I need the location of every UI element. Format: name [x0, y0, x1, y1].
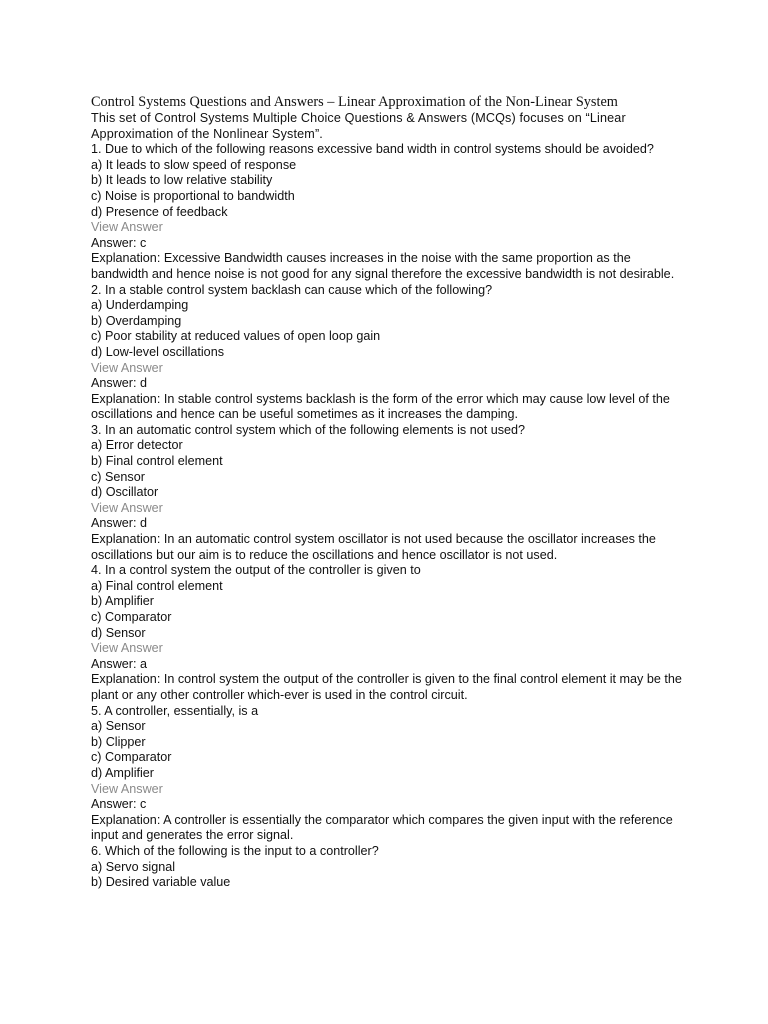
answer-option: a) It leads to slow speed of response — [91, 157, 297, 172]
answer-option: d) Amplifier — [91, 765, 154, 780]
answer-option: a) Error detector — [91, 438, 183, 453]
answer-option: a) Servo signal — [91, 859, 175, 874]
explanation-text: Explanation: In an automatic control system oscillator is not used because the oscillator increases the oscillations but our aim is to reduce the oscillations and hence oscillator is not used. — [91, 532, 656, 562]
document-page — [91, 93, 691, 891]
view-answer-link[interactable]: View Answer — [91, 360, 163, 375]
question-block — [91, 423, 691, 563]
answer-text: Answer: c — [91, 797, 147, 812]
answer-text: Answer: d — [91, 516, 147, 531]
answer-option: a) Sensor — [91, 719, 146, 734]
explanation-text: Explanation: Excessive Bandwidth causes increases in the noise with the same proportion as the bandwidth and hence noise is not good for any signal therefore the excessive bandwidth is not desirable. — [91, 251, 675, 281]
questions-list — [91, 142, 691, 891]
answer-option: b) Desired variable value — [91, 875, 231, 890]
answer-option: b) Final control element — [91, 454, 223, 469]
question-text: 3. In an automatic control system which of the following elements is not used? — [91, 422, 526, 437]
answer-option: b) Clipper — [91, 734, 146, 749]
answer-option: c) Sensor — [91, 469, 145, 484]
intro-paragraph: This set of Control Systems Multiple Choice Questions & Answers (MCQs) focuses on “Linear Approximation of the Nonlinear System”. — [91, 111, 626, 141]
answer-option: d) Low-level oscillations — [91, 344, 224, 359]
question-text: 4. In a control system the output of the controller is given to — [91, 563, 421, 578]
answer-text: Answer: a — [91, 656, 147, 671]
view-answer-link[interactable]: View Answer — [91, 641, 163, 656]
explanation-text: Explanation: In stable control systems backlash is the form of the error which may cause low level of the oscillations and hence can be useful sometimes as it increases the damping. — [91, 391, 670, 422]
question-block — [91, 563, 691, 703]
question-block — [91, 704, 691, 844]
view-answer-link[interactable]: View Answer — [91, 220, 163, 235]
answer-option: b) Amplifier — [91, 594, 154, 609]
answer-text: Answer: c — [91, 235, 147, 250]
answer-option: b) It leads to low relative stability — [91, 173, 273, 188]
view-answer-link[interactable]: View Answer — [91, 781, 163, 796]
answer-option: c) Noise is proportional to bandwidth — [91, 188, 295, 203]
answer-option: b) Overdamping — [91, 313, 182, 328]
question-block — [91, 283, 691, 423]
answer-option: c) Comparator — [91, 610, 172, 624]
answer-text: Answer: d — [91, 376, 147, 391]
answer-option: d) Sensor — [91, 625, 146, 640]
question-block — [91, 142, 691, 282]
page-title: Control Systems Questions and Answers – Linear Approximation of the Non-Linear System — [91, 94, 618, 110]
question-text: 2. In a stable control system backlash can cause which of the following? — [91, 282, 493, 297]
answer-option: d) Presence of feedback — [91, 204, 228, 219]
view-answer-link[interactable]: View Answer — [91, 500, 163, 515]
answer-option: a) Underdamping — [91, 298, 189, 313]
answer-option: c) Comparator — [91, 750, 172, 765]
answer-option: d) Oscillator — [91, 485, 159, 500]
question-text: 6. Which of the following is the input to a controller? — [91, 843, 379, 858]
question-block — [91, 844, 691, 891]
question-text: 1. Due to which of the following reasons excessive band width in control systems should be avoided? — [91, 142, 654, 157]
answer-option: c) Poor stability at reduced values of open loop gain — [91, 329, 381, 344]
question-text: 5. A controller, essentially, is a — [91, 703, 259, 718]
answer-option: a) Final control element — [91, 578, 223, 593]
explanation-text: Explanation: A controller is essentially the comparator which compares the given input with the reference input and generates the error signal. — [91, 812, 673, 843]
explanation-text: Explanation: In control system the output of the controller is given to the final control element it may be the plant or any other controller which-ever is used in the control circuit. — [91, 672, 682, 702]
